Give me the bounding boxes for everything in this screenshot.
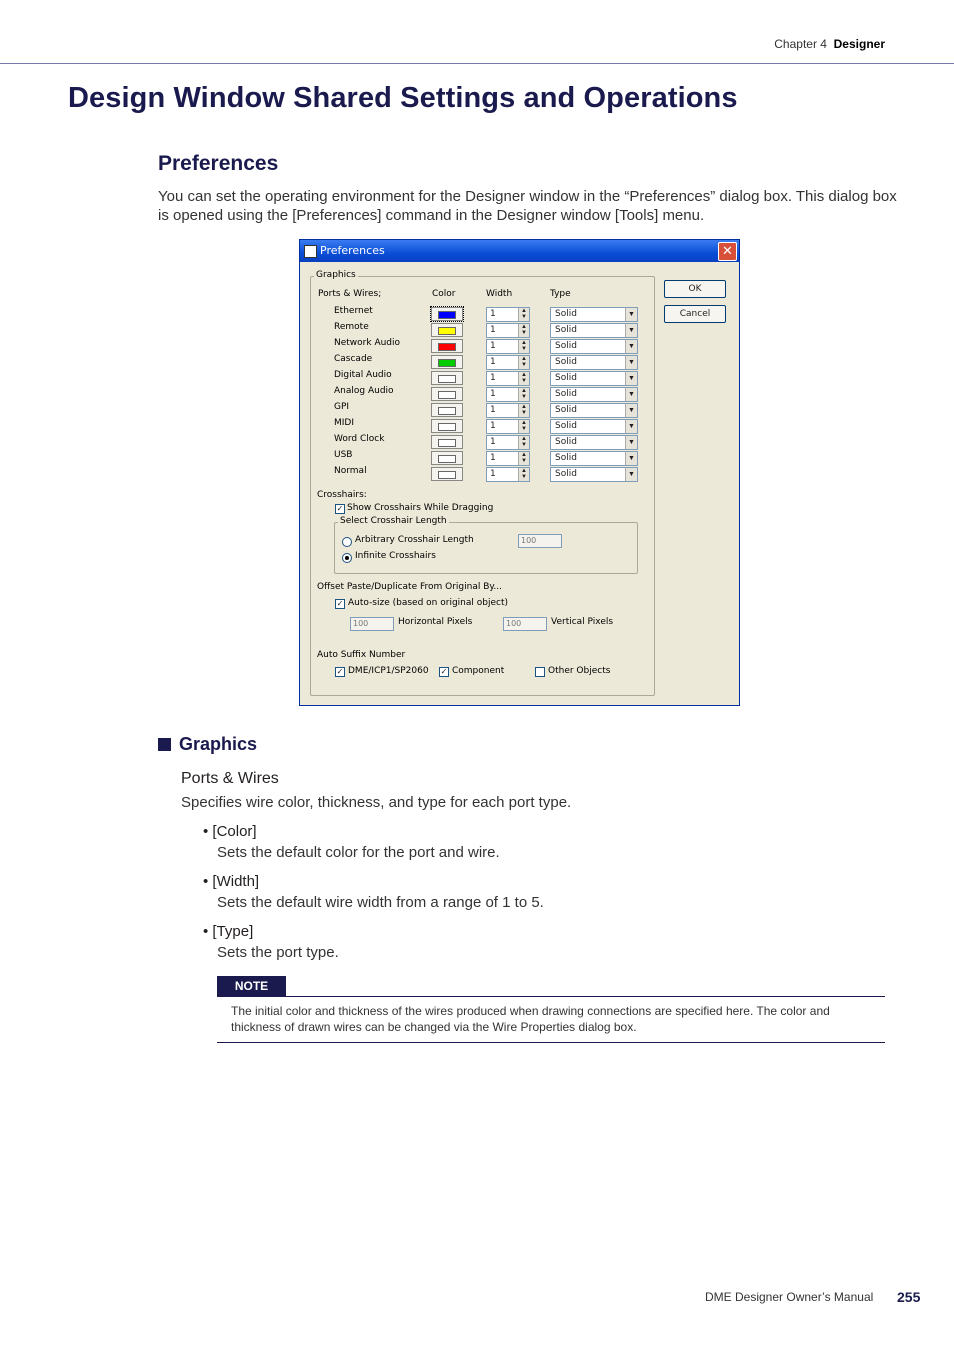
color-swatch-fill <box>438 375 456 383</box>
spinner-arrows-icon[interactable]: ▲ ▼ <box>518 468 529 481</box>
port-name-label: Remote <box>334 322 369 332</box>
width-spinner[interactable] <box>486 371 530 386</box>
auto-suffix-label: Auto Suffix Number <box>317 650 406 660</box>
graphics-group-label: Graphics <box>316 270 356 280</box>
port-name-label: USB <box>334 450 353 460</box>
bullet-color-text: Sets the default color for the port and wire. <box>217 844 500 861</box>
width-value: 1 <box>490 389 496 399</box>
type-value: Solid <box>555 373 577 383</box>
horizontal-pixels-value: 100 <box>353 619 369 628</box>
footer-manual-title: DME Designer Owner’s Manual <box>705 1290 874 1304</box>
suffix-component-checkbox[interactable]: ✓ <box>440 667 448 676</box>
color-swatch-button[interactable] <box>431 451 463 465</box>
type-dropdown[interactable] <box>550 371 638 386</box>
port-name-label: Cascade <box>334 354 373 364</box>
chevron-down-icon[interactable]: ▼ <box>625 308 637 321</box>
type-dropdown[interactable] <box>550 387 638 402</box>
color-swatch-button[interactable] <box>431 403 463 417</box>
width-value: 1 <box>490 437 496 447</box>
color-swatch-fill <box>438 359 456 367</box>
color-swatch-button[interactable] <box>431 355 463 369</box>
heading-square-icon <box>158 738 171 751</box>
type-value: Solid <box>555 309 577 319</box>
type-dropdown[interactable] <box>550 467 638 482</box>
color-swatch-button[interactable] <box>431 307 463 321</box>
spinner-arrows-icon[interactable]: ▲ ▼ <box>518 372 529 385</box>
running-header <box>774 37 885 51</box>
type-value: Solid <box>555 421 577 431</box>
suffix-component-label: Component <box>452 666 505 676</box>
width-spinner[interactable] <box>486 435 530 450</box>
show-crosshairs-label: Show Crosshairs While Dragging <box>347 503 494 513</box>
autosize-checkbox[interactable]: ✓ <box>336 599 344 608</box>
suffix-other-label: Other Objects <box>548 666 611 676</box>
chevron-down-icon[interactable]: ▼ <box>625 388 637 401</box>
port-name-label: Normal <box>334 466 367 476</box>
width-value: 1 <box>490 421 496 431</box>
suffix-dme-label: DME/ICP1/SP2060 <box>348 666 429 676</box>
type-value: Solid <box>555 357 577 367</box>
color-swatch-fill <box>438 407 456 415</box>
chevron-down-icon[interactable]: ▼ <box>625 452 637 465</box>
infinite-crosshairs-label: Infinite Crosshairs <box>355 551 436 561</box>
graphics-heading <box>158 734 257 755</box>
width-value: 1 <box>490 309 496 319</box>
width-value: 1 <box>490 341 496 351</box>
arbitrary-length-input[interactable] <box>518 534 562 548</box>
type-dropdown[interactable] <box>550 435 638 450</box>
chevron-down-icon[interactable]: ▼ <box>625 372 637 385</box>
width-value: 1 <box>490 325 496 335</box>
page-number: 255 <box>897 1289 921 1305</box>
bullet-width-text: Sets the default wire width from a range of 1 to 5. <box>217 894 544 911</box>
close-icon[interactable]: ✕ <box>718 242 737 261</box>
horizontal-pixels-label: Horizontal Pixels <box>398 617 473 627</box>
section-heading-preferences: Preferences <box>158 152 279 175</box>
ports-wires-label: Ports & Wires; <box>318 289 382 299</box>
bullet-width-label: • [Width] <box>203 873 260 890</box>
section-label: Designer <box>833 37 885 51</box>
chevron-down-icon[interactable]: ▼ <box>625 420 637 433</box>
bullet-color-label: • [Color] <box>203 823 257 840</box>
type-dropdown[interactable] <box>550 355 638 370</box>
type-value: Solid <box>555 405 577 415</box>
color-swatch-button[interactable] <box>431 323 463 337</box>
suffix-dme-checkbox[interactable]: ✓ <box>336 667 344 676</box>
width-value: 1 <box>490 357 496 367</box>
chevron-down-icon[interactable]: ▼ <box>625 340 637 353</box>
color-swatch-fill <box>438 471 456 479</box>
intro-paragraph: You can set the operating environment for the Designer window in the “Preferences” dialog box. This dialog box is opened using the [Preferences] command in the Designer window [Tools] menu. <box>158 188 897 224</box>
crosshair-length-group <box>334 522 638 574</box>
type-dropdown[interactable] <box>550 419 638 434</box>
ports-wires-subheading: Ports & Wires <box>181 770 279 787</box>
type-value: Solid <box>555 453 577 463</box>
ports-wires-description: Specifies wire color, thickness, and type for each port type. <box>181 794 572 811</box>
width-value: 1 <box>490 469 496 479</box>
color-swatch-fill <box>438 455 456 463</box>
color-column-label: Color <box>432 289 456 299</box>
dialog-titlebar <box>300 240 739 262</box>
spinner-arrows-icon[interactable]: ▲ ▼ <box>518 436 529 449</box>
color-swatch-button[interactable] <box>431 467 463 481</box>
suffix-other-checkbox[interactable] <box>535 667 545 677</box>
chevron-down-icon[interactable]: ▼ <box>625 324 637 337</box>
port-name-label: MIDI <box>334 418 355 428</box>
bullet-type-label: • [Type] <box>203 923 254 940</box>
port-name-label: Word Clock <box>334 434 385 444</box>
width-column-label: Width <box>486 289 513 299</box>
width-spinner[interactable] <box>486 323 530 338</box>
autosize-label: Auto-size (based on original object) <box>348 598 508 608</box>
vertical-pixels-value: 100 <box>506 619 522 628</box>
port-name-label: Analog Audio <box>334 386 394 396</box>
arbitrary-length-value: 100 <box>521 536 537 545</box>
arbitrary-length-radio[interactable] <box>342 537 352 547</box>
note-rule-bottom <box>217 1042 885 1043</box>
width-value: 1 <box>490 405 496 415</box>
type-value: Solid <box>555 325 577 335</box>
color-swatch-button[interactable] <box>431 339 463 353</box>
spinner-arrows-icon[interactable]: ▲ ▼ <box>518 420 529 433</box>
offset-label: Offset Paste/Duplicate From Original By... <box>317 582 503 592</box>
width-spinner[interactable] <box>486 387 530 402</box>
note-rule-top <box>217 996 885 997</box>
spinner-arrows-icon[interactable]: ▲ ▼ <box>518 308 529 321</box>
port-name-label: Ethernet <box>334 306 373 316</box>
width-spinner[interactable] <box>486 419 530 434</box>
infinite-crosshairs-radio[interactable] <box>342 553 352 563</box>
spinner-arrows-icon[interactable]: ▲ ▼ <box>518 356 529 369</box>
chevron-down-icon[interactable]: ▼ <box>625 436 637 449</box>
horizontal-pixels-input[interactable] <box>350 617 394 631</box>
spinner-arrows-icon[interactable]: ▲ ▼ <box>518 388 529 401</box>
port-name-label: Digital Audio <box>334 370 392 380</box>
app-icon <box>304 245 317 258</box>
color-swatch-fill <box>438 327 456 335</box>
note-tag: NOTE <box>217 976 286 996</box>
chevron-down-icon[interactable]: ▼ <box>625 356 637 369</box>
spinner-arrows-icon[interactable]: ▲ ▼ <box>518 404 529 417</box>
crosshairs-label: Crosshairs: <box>317 490 367 500</box>
crosshair-length-group-label: Select Crosshair Length <box>340 516 447 526</box>
color-swatch-fill <box>438 391 456 399</box>
type-dropdown[interactable] <box>550 403 638 418</box>
vertical-pixels-input[interactable] <box>503 617 547 631</box>
type-value: Solid <box>555 437 577 447</box>
width-spinner[interactable] <box>486 403 530 418</box>
width-spinner[interactable] <box>486 307 530 322</box>
type-value: Solid <box>555 469 577 479</box>
color-swatch-fill <box>438 423 456 431</box>
color-swatch-button[interactable] <box>431 419 463 433</box>
color-swatch-fill <box>438 343 456 351</box>
dialog-title: Preferences <box>320 244 385 257</box>
graphics-heading-text: Graphics <box>179 734 258 754</box>
color-swatch-button[interactable] <box>431 371 463 385</box>
header-rule <box>0 63 954 64</box>
color-swatch-fill <box>438 311 456 319</box>
vertical-pixels-label: Vertical Pixels <box>551 617 614 627</box>
type-value: Solid <box>555 341 577 351</box>
port-name-label: GPI <box>334 402 350 412</box>
width-spinner[interactable] <box>486 355 530 370</box>
type-column-label: Type <box>550 289 571 299</box>
type-dropdown[interactable] <box>550 451 638 466</box>
type-value: Solid <box>555 389 577 399</box>
type-dropdown[interactable] <box>550 307 638 322</box>
spinner-arrows-icon[interactable]: ▲ ▼ <box>518 452 529 465</box>
preferences-dialog <box>299 239 740 706</box>
width-spinner[interactable] <box>486 339 530 354</box>
arbitrary-length-label: Arbitrary Crosshair Length <box>355 535 474 545</box>
chevron-down-icon[interactable]: ▼ <box>625 468 637 481</box>
type-dropdown[interactable] <box>550 323 638 338</box>
chevron-down-icon[interactable]: ▼ <box>625 404 637 417</box>
width-spinner[interactable] <box>486 451 530 466</box>
note-text: The initial color and thickness of the wires produced when drawing connections are specified here. The color and thickness of drawn wires can be changed via the Wire Properties dialog box. <box>231 1004 830 1034</box>
bullet-type-text: Sets the port type. <box>217 944 339 961</box>
chapter-label: Chapter 4 <box>774 37 827 51</box>
page-title: Design Window Shared Settings and Operations <box>68 82 738 114</box>
width-spinner[interactable] <box>486 467 530 482</box>
ok-button[interactable]: OK <box>664 280 726 298</box>
width-value: 1 <box>490 373 496 383</box>
show-crosshairs-checkbox[interactable]: ✓ <box>336 504 344 513</box>
spinner-arrows-icon[interactable]: ▲ ▼ <box>518 324 529 337</box>
color-swatch-button[interactable] <box>431 435 463 449</box>
cancel-button[interactable]: Cancel <box>664 305 726 323</box>
width-value: 1 <box>490 453 496 463</box>
port-name-label: Network Audio <box>334 338 401 348</box>
color-swatch-fill <box>438 439 456 447</box>
spinner-arrows-icon[interactable]: ▲ ▼ <box>518 340 529 353</box>
color-swatch-button[interactable] <box>431 387 463 401</box>
type-dropdown[interactable] <box>550 339 638 354</box>
